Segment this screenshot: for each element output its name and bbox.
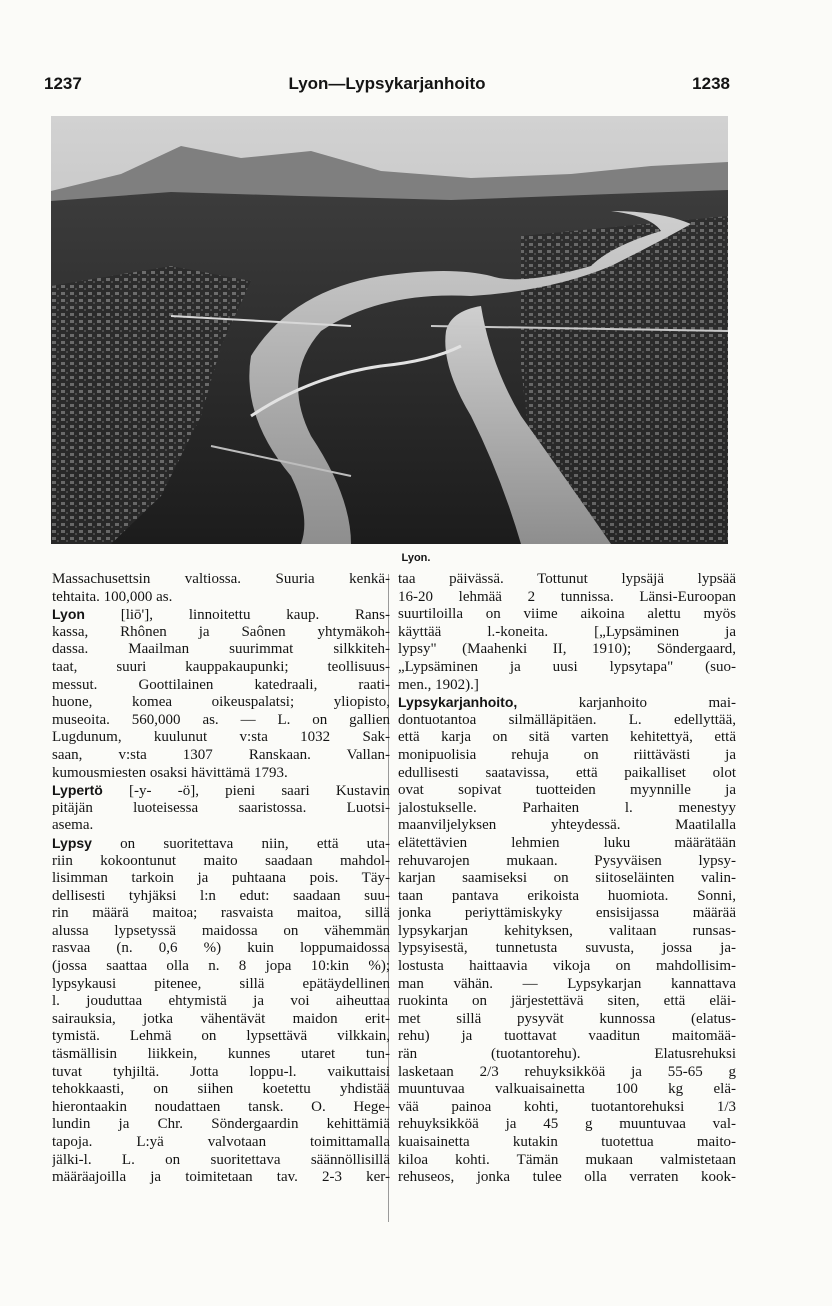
text-line <box>398 923 736 941</box>
line-text: man vähän. — Lypsykarjan kannattava <box>398 975 736 992</box>
text-line <box>398 976 736 994</box>
text-line <box>52 641 390 659</box>
text-line <box>52 993 390 1011</box>
line-text: ovat sopivat tuotteiden myynnille ja <box>398 782 736 799</box>
line-text: jalostukselle. Parhaiten l. menestyy <box>398 799 736 816</box>
line-text: Massachusettsin valtiossa. Suuria kenkä- <box>52 571 390 587</box>
line-text: rehuyksikköä ja 45 g muuntuvaa val- <box>398 1116 736 1133</box>
line-text: monipuolisia rehuja on riittävästi ja <box>398 746 736 763</box>
entry-headword: Lypertö <box>52 782 103 799</box>
line-text: kassa, Rhônen ja Saônen yhtymäkoh- <box>52 623 390 640</box>
text-line <box>398 712 736 730</box>
line-text: dontuotantoa silmälläpitäen. L. edellyttää, <box>398 711 736 728</box>
line-text: kuaisainetta kutakin tuotettua maito- <box>398 1134 736 1150</box>
line-text: museoita. 560,000 as. — L. on gallien <box>52 711 390 728</box>
text-line <box>52 1152 390 1170</box>
text-line <box>52 835 390 853</box>
line-text: huone, komea oikeuspalatsi; yliopisto, <box>52 694 390 711</box>
line-text: suurtiloilla on viime aikoina alettu myös <box>398 606 736 623</box>
text-line <box>52 923 390 941</box>
line-text: asema. <box>52 817 94 834</box>
line-text: [liō'], linnoitettu kaup. Rans- <box>84 607 390 624</box>
text-line <box>52 606 390 624</box>
line-text: lypsyisestä, tunnetusta suvusta, jossa ja- <box>398 940 736 957</box>
text-line <box>52 747 390 765</box>
line-text: karjanhoito mai- <box>517 695 736 712</box>
line-text: lasketaan 2/3 rehuyksikköä ja 55-65 g <box>398 1063 736 1080</box>
text-line <box>398 606 736 624</box>
line-text: täsmällisin liikkein, kunnes utaret tun- <box>52 1046 390 1063</box>
line-text: messut. Goottilainen katedraali, raati- <box>52 676 390 693</box>
line-text: karjan saamiseksi on siitoseläinten valin- <box>398 870 736 887</box>
text-line <box>398 958 736 976</box>
line-text: men., 1902).] <box>398 676 479 693</box>
text-line <box>398 659 736 677</box>
text-line <box>398 817 736 835</box>
text-line <box>52 589 390 607</box>
lyon-aerial-photo <box>51 116 728 544</box>
text-line <box>52 853 390 871</box>
text-line <box>52 694 390 712</box>
line-text: riin kokoontunut maito saadaan mahdol- <box>52 852 390 869</box>
text-line <box>398 800 736 818</box>
line-text: rin määrä maitoa; rasvaista maitoa, sillä <box>52 905 390 922</box>
entry-headword: Lypsykarjanhoito, <box>398 694 518 711</box>
text-line <box>52 765 390 783</box>
text-line <box>398 905 736 923</box>
line-text: tuvat tyhjiltä. Jotta loppu-l. vaikuttaisi <box>52 1063 390 1080</box>
line-text: kiloa kohti. Tämän mukaan valmistetaan <box>398 1151 736 1168</box>
text-line <box>52 817 390 835</box>
text-line <box>398 782 736 800</box>
running-header <box>44 74 730 100</box>
text-line <box>398 853 736 871</box>
text-line <box>52 1134 390 1152</box>
text-line <box>52 712 390 730</box>
text-line <box>398 993 736 1011</box>
line-text: tapoja. L:yä valvotaan toimittamalla <box>52 1134 390 1150</box>
text-line <box>52 940 390 958</box>
text-line <box>398 835 736 853</box>
text-line <box>398 1011 736 1029</box>
text-line <box>398 1169 736 1187</box>
text-line <box>398 1134 736 1152</box>
text-line <box>398 729 736 747</box>
text-line <box>398 888 736 906</box>
text-line <box>52 1081 390 1099</box>
text-line <box>398 1028 736 1046</box>
text-line <box>52 782 390 800</box>
line-text: taan pantava erikoista huomiota. Sonni, <box>398 887 736 904</box>
line-text: „Lypsäminen ja uusi lypsytapa" (suo- <box>398 658 736 675</box>
line-text: edullisesti saatavissa, että paikalliset olot <box>398 764 736 781</box>
line-text: lypsykarjan kehityksen, valitaan runsas- <box>398 922 736 939</box>
line-text: hierontaakin noudattaen tansk. O. Hege- <box>52 1098 390 1115</box>
entry-headword: Lypsy <box>52 834 92 851</box>
page-number-left: 1237 <box>44 74 82 93</box>
line-text: lostusta haittaavia vikoja on mahdollisim- <box>398 958 736 975</box>
line-text: jälki-l. L. on suoritettava säännöllisillä <box>52 1151 390 1168</box>
text-line <box>398 589 736 607</box>
text-line <box>398 870 736 888</box>
text-line <box>52 624 390 642</box>
line-text: l. jouduttaa ehtymistä ja voi aiheuttaa <box>52 993 390 1010</box>
text-line <box>52 905 390 923</box>
text-line <box>52 870 390 888</box>
text-line <box>52 1169 390 1187</box>
text-line <box>52 677 390 695</box>
line-text: rehuseos, jonka tulee olla verraten kook- <box>398 1169 736 1186</box>
line-text: saan, v:sta 1307 Ranskaan. Vallan- <box>52 746 390 763</box>
text-line <box>398 1116 736 1134</box>
text-line <box>52 958 390 976</box>
text-line <box>398 694 736 712</box>
text-line <box>398 624 736 642</box>
text-line <box>52 729 390 747</box>
text-line <box>398 677 736 695</box>
line-text: met sillä pysyvät kunnossa (elatus- <box>398 1010 736 1027</box>
running-title: Lyon—Lypsykarjanhoito <box>288 74 486 93</box>
text-line <box>398 1081 736 1099</box>
line-text: lypsykausi pitenee, sillä epätäydellinen <box>52 975 390 992</box>
line-text: rehu) ja tuottavat vaaditun maitomää- <box>398 1028 736 1045</box>
text-line <box>52 976 390 994</box>
text-line <box>52 1099 390 1117</box>
text-line <box>52 659 390 677</box>
line-text: dellisesti tyhjäksi l:n edut: saadaan suu- <box>52 887 390 904</box>
text-line <box>398 940 736 958</box>
right-column <box>398 571 736 1187</box>
line-text: dassa. Maailman suurimmat silkkiteh- <box>52 641 390 658</box>
line-text: tymistä. Lehmä on lypsettävä vilkkain, <box>52 1028 390 1045</box>
line-text: lypsy" (Maahenki II, 1910); Söndergaard, <box>398 641 736 658</box>
text-line <box>398 1064 736 1082</box>
text-line <box>52 1028 390 1046</box>
line-text: lisimman tarkoin ja puhtaana pois. Täy- <box>52 870 390 887</box>
line-text: alussa lypsetyssä maidossa on vähemmän <box>52 922 390 939</box>
text-line <box>52 571 390 589</box>
entry-headword: Lyon <box>52 606 85 623</box>
line-text: 16-20 lehmää 2 tunnissa. Länsi-Euroopan <box>398 588 736 605</box>
text-line <box>52 800 390 818</box>
line-text: rehuvarojen mukaan. Pysyväisen lypsy- <box>398 852 736 869</box>
text-line <box>52 1064 390 1082</box>
line-text: kumousmiesten osaksi hävittämä 1793. <box>52 764 288 781</box>
text-line <box>398 1099 736 1117</box>
photo-illustration <box>51 116 728 544</box>
line-text: jonka periyttämiskyky ensisijassa määrää <box>398 905 736 922</box>
line-text: tehokkaasti, on siihen koetettu yhdistää <box>52 1081 390 1098</box>
line-text: rasvaa (n. 0,6 %) kuin loppumaidossa <box>52 940 390 957</box>
text-line <box>398 571 736 589</box>
line-text: sairauksia, jotka vähentävät maidon erit- <box>52 1010 390 1027</box>
line-text: taa päivässä. Tottunut lypsäjä lypsää <box>398 571 736 587</box>
line-text: määräajoilla ja toimitetaan tav. 2-3 ker- <box>52 1169 390 1186</box>
text-line <box>398 747 736 765</box>
text-line <box>398 641 736 659</box>
line-text: että karja on sitä varten kehitettyä, että <box>398 729 736 746</box>
line-text: ruokinta on järjestettävä siten, että eläi- <box>398 993 736 1010</box>
line-text: taat, suuri kauppakaupunki; teollisuus- <box>52 658 390 675</box>
line-text: elätettävien lehmien luku määrätään <box>398 834 736 851</box>
text-line <box>398 765 736 783</box>
line-text: Lugdunum, kuulunut v:sta 1032 Sak- <box>52 729 390 746</box>
line-text: maanviljelyksen yhteydessä. Maatilalla <box>398 817 736 834</box>
text-line <box>398 1152 736 1170</box>
line-text: lundin ja Chr. Söndergaardin kehittämiä <box>52 1116 390 1133</box>
line-text: tehtaita. 100,000 as. <box>52 588 173 605</box>
line-text: muuntuvaa valkuaisainetta 100 kg elä- <box>398 1081 736 1098</box>
line-text: rän (tuotantorehu). Elatusrehuksi <box>398 1046 736 1063</box>
figure-caption: Lyon. <box>401 552 431 564</box>
line-text: (jossa saattaa olla n. 8 jopa 10:kin %); <box>52 958 390 975</box>
line-text: on suoritettava niin, että uta- <box>91 835 390 852</box>
line-text: [-y- -ö], pieni saari Kustavin <box>102 783 390 800</box>
text-line <box>52 1011 390 1029</box>
page-number-right: 1238 <box>692 74 730 93</box>
text-line <box>398 1046 736 1064</box>
line-text: käyttää l.-koneita. [„Lypsäminen ja <box>398 623 736 640</box>
text-line <box>52 1046 390 1064</box>
line-text: vää painoa kohti, tuotantorehuksi 1/3 <box>398 1098 736 1115</box>
line-text: pitäjän luoteisessa saaristossa. Luotsi- <box>52 799 390 816</box>
text-line <box>52 888 390 906</box>
text-line <box>52 1116 390 1134</box>
left-column <box>52 571 390 1187</box>
